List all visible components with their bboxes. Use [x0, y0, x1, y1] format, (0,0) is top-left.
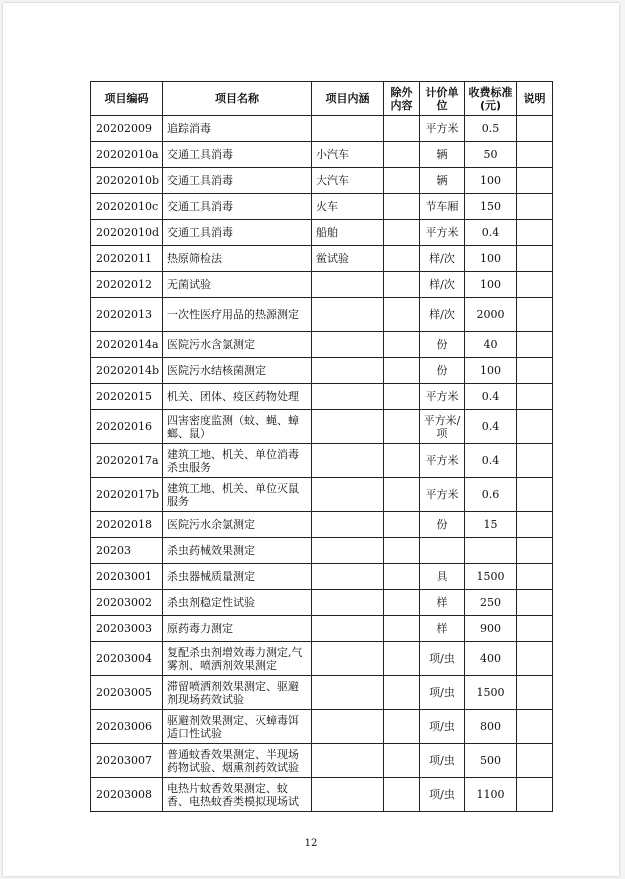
cell-exclude: [384, 246, 420, 272]
cell-unit: [420, 538, 465, 564]
cell-content: [312, 710, 384, 744]
header-unit: 计价单位: [420, 82, 465, 116]
table-row: [91, 778, 553, 812]
cell-code: 20202018: [91, 512, 163, 538]
table-row: [91, 116, 553, 142]
cell-unit: 份: [420, 358, 465, 384]
cell-name: 医院污水余氯测定: [163, 512, 312, 538]
header-name: 项目名称: [163, 82, 312, 116]
header-fee: 收费标准(元): [465, 82, 517, 116]
cell-code: 20202015: [91, 384, 163, 410]
cell-note: [517, 194, 553, 220]
table-row: [91, 710, 553, 744]
cell-exclude: [384, 564, 420, 590]
cell-name: 医院污水含氯测定: [163, 332, 312, 358]
cell-fee: 800: [465, 710, 517, 744]
cell-note: [517, 384, 553, 410]
table-row: [91, 272, 553, 298]
cell-note: [517, 616, 553, 642]
cell-name: 驱避剂效果测定、灭蟑毒饵适口性试验: [163, 710, 312, 744]
cell-code: 20203004: [91, 642, 163, 676]
cell-content: 火车: [312, 194, 384, 220]
cell-note: [517, 272, 553, 298]
cell-content: [312, 410, 384, 444]
cell-code: 20203003: [91, 616, 163, 642]
cell-code: 20202014b: [91, 358, 163, 384]
cell-content: [312, 116, 384, 142]
cell-name: 热原筛检法: [163, 246, 312, 272]
table-row: [91, 744, 553, 778]
cell-unit: 辆: [420, 168, 465, 194]
table-row: [91, 512, 553, 538]
cell-content: [312, 744, 384, 778]
header-code: 项目编码: [91, 82, 163, 116]
cell-note: [517, 564, 553, 590]
table-row: [91, 358, 553, 384]
cell-fee: 50: [465, 142, 517, 168]
cell-name: 滞留喷洒剂效果测定、驱避剂现场药效试验: [163, 676, 312, 710]
cell-content: [312, 478, 384, 512]
cell-note: [517, 710, 553, 744]
cell-fee: 100: [465, 246, 517, 272]
table-row: [91, 142, 553, 168]
cell-unit: 项/虫: [420, 676, 465, 710]
cell-exclude: [384, 676, 420, 710]
cell-exclude: [384, 616, 420, 642]
cell-fee: 0.4: [465, 384, 517, 410]
cell-content: 小汽车: [312, 142, 384, 168]
cell-exclude: [384, 220, 420, 246]
cell-fee: 0.4: [465, 410, 517, 444]
cell-unit: 份: [420, 512, 465, 538]
cell-unit: 具: [420, 564, 465, 590]
cell-code: 20202010d: [91, 220, 163, 246]
cell-exclude: [384, 384, 420, 410]
cell-unit: 平方米: [420, 220, 465, 246]
table-row: [91, 564, 553, 590]
cell-note: [517, 676, 553, 710]
cell-code: 20203002: [91, 590, 163, 616]
cell-unit: 样/次: [420, 246, 465, 272]
cell-name: 机关、团体、疫区药物处理: [163, 384, 312, 410]
cell-content: [312, 538, 384, 564]
cell-name: 建筑工地、机关、单位消毒杀虫服务: [163, 444, 312, 478]
cell-exclude: [384, 744, 420, 778]
cell-unit: 样/次: [420, 298, 465, 332]
cell-name: 追踪消毒: [163, 116, 312, 142]
cell-exclude: [384, 642, 420, 676]
cell-exclude: [384, 142, 420, 168]
header-exclude: 除外内容: [384, 82, 420, 116]
cell-code: 20203006: [91, 710, 163, 744]
cell-code: 20203001: [91, 564, 163, 590]
table-row: [91, 478, 553, 512]
table-row: [91, 194, 553, 220]
cell-exclude: [384, 410, 420, 444]
cell-exclude: [384, 272, 420, 298]
cell-content: [312, 384, 384, 410]
cell-code: 20202011: [91, 246, 163, 272]
table-row: [91, 220, 553, 246]
cell-fee: 100: [465, 358, 517, 384]
cell-fee: 0.6: [465, 478, 517, 512]
cell-name: 杀虫剂稳定性试验: [163, 590, 312, 616]
table-row: [91, 384, 553, 410]
cell-fee: 0.5: [465, 116, 517, 142]
cell-code: 20203005: [91, 676, 163, 710]
cell-unit: 样/次: [420, 272, 465, 298]
cell-unit: 平方米: [420, 478, 465, 512]
cell-name: 杀虫器械质量测定: [163, 564, 312, 590]
cell-unit: 项/虫: [420, 744, 465, 778]
cell-name: 建筑工地、机关、单位灭鼠服务: [163, 478, 312, 512]
cell-fee: 40: [465, 332, 517, 358]
cell-code: 20202012: [91, 272, 163, 298]
cell-fee: 400: [465, 642, 517, 676]
cell-fee: 0.4: [465, 220, 517, 246]
cell-note: [517, 332, 553, 358]
cell-note: [517, 142, 553, 168]
cell-note: [517, 744, 553, 778]
table-row: [91, 410, 553, 444]
cell-unit: 平方米: [420, 384, 465, 410]
cell-content: [312, 332, 384, 358]
cell-unit: 辆: [420, 142, 465, 168]
cell-fee: 250: [465, 590, 517, 616]
cell-unit: 样: [420, 590, 465, 616]
cell-fee: 500: [465, 744, 517, 778]
cell-name: 医院污水结核菌测定: [163, 358, 312, 384]
page-number: 12: [304, 838, 318, 849]
header-note: 说明: [517, 82, 553, 116]
cell-name: 一次性医疗用品的热源测定: [163, 298, 312, 332]
cell-exclude: [384, 332, 420, 358]
document-page: [3, 3, 619, 876]
cell-fee: 1500: [465, 564, 517, 590]
cell-content: [312, 444, 384, 478]
cell-name: 交通工具消毒: [163, 220, 312, 246]
cell-name: 交通工具消毒: [163, 168, 312, 194]
cell-exclude: [384, 194, 420, 220]
header-content: 项目内涵: [312, 82, 384, 116]
cell-unit: 项/虫: [420, 710, 465, 744]
cell-exclude: [384, 116, 420, 142]
cell-code: 20202016: [91, 410, 163, 444]
cell-exclude: [384, 358, 420, 384]
cell-note: [517, 358, 553, 384]
cell-code: 20202009: [91, 116, 163, 142]
cell-note: [517, 168, 553, 194]
cell-code: 20203: [91, 538, 163, 564]
cell-unit: 平方米/项: [420, 410, 465, 444]
cell-unit: 平方米: [420, 116, 465, 142]
cell-exclude: [384, 444, 420, 478]
cell-name: 复配杀虫剂增效毒力测定,气雾剂、喷洒剂效果测定: [163, 642, 312, 676]
cell-note: [517, 116, 553, 142]
cell-content: [312, 642, 384, 676]
table-row: [91, 168, 553, 194]
cell-content: [312, 358, 384, 384]
cell-exclude: [384, 778, 420, 812]
cell-code: 20203007: [91, 744, 163, 778]
cell-unit: 份: [420, 332, 465, 358]
cell-note: [517, 642, 553, 676]
cell-unit: 节车厢: [420, 194, 465, 220]
table-row: [91, 444, 553, 478]
cell-note: [517, 512, 553, 538]
cell-note: [517, 478, 553, 512]
table-row: [91, 332, 553, 358]
cell-fee: [465, 538, 517, 564]
table-body: [91, 116, 553, 812]
cell-exclude: [384, 590, 420, 616]
cell-fee: 0.4: [465, 444, 517, 478]
cell-unit: 样: [420, 616, 465, 642]
cell-fee: 15: [465, 512, 517, 538]
cell-note: [517, 778, 553, 812]
cell-name: 普通蚊香效果测定、半现场药物试验、烟熏剂药效试验: [163, 744, 312, 778]
cell-content: [312, 676, 384, 710]
cell-content: 船舶: [312, 220, 384, 246]
cell-note: [517, 538, 553, 564]
table-row: [91, 676, 553, 710]
cell-note: [517, 410, 553, 444]
cell-fee: 100: [465, 168, 517, 194]
fee-table: [90, 81, 553, 812]
cell-code: 20202013: [91, 298, 163, 332]
cell-name: 杀虫药械效果测定: [163, 538, 312, 564]
cell-fee: 1100: [465, 778, 517, 812]
table-row: [91, 246, 553, 272]
cell-content: [312, 298, 384, 332]
cell-content: [312, 778, 384, 812]
cell-fee: 1500: [465, 676, 517, 710]
cell-note: [517, 298, 553, 332]
cell-note: [517, 220, 553, 246]
cell-fee: 2000: [465, 298, 517, 332]
cell-content: [312, 564, 384, 590]
cell-fee: 100: [465, 272, 517, 298]
cell-name: 交通工具消毒: [163, 194, 312, 220]
cell-code: 20202014a: [91, 332, 163, 358]
cell-fee: 900: [465, 616, 517, 642]
cell-content: [312, 590, 384, 616]
cell-note: [517, 246, 553, 272]
cell-code: 20202010a: [91, 142, 163, 168]
table-header-row: [91, 82, 553, 116]
cell-content: 鲎试验: [312, 246, 384, 272]
cell-exclude: [384, 168, 420, 194]
cell-code: 20203008: [91, 778, 163, 812]
cell-unit: 项/虫: [420, 778, 465, 812]
cell-note: [517, 444, 553, 478]
cell-name: 无菌试验: [163, 272, 312, 298]
cell-exclude: [384, 710, 420, 744]
cell-unit: 项/虫: [420, 642, 465, 676]
table-row: [91, 616, 553, 642]
cell-exclude: [384, 478, 420, 512]
cell-name: 原药毒力测定: [163, 616, 312, 642]
cell-name: 交通工具消毒: [163, 142, 312, 168]
table-row: [91, 642, 553, 676]
cell-content: [312, 512, 384, 538]
cell-exclude: [384, 512, 420, 538]
cell-note: [517, 590, 553, 616]
cell-code: 20202017b: [91, 478, 163, 512]
cell-content: [312, 616, 384, 642]
cell-content: [312, 272, 384, 298]
cell-unit: 平方米: [420, 444, 465, 478]
cell-code: 20202017a: [91, 444, 163, 478]
cell-code: 20202010c: [91, 194, 163, 220]
cell-exclude: [384, 298, 420, 332]
table-row: [91, 590, 553, 616]
cell-exclude: [384, 538, 420, 564]
cell-fee: 150: [465, 194, 517, 220]
cell-name: 四害密度监测（蚊、蝇、蟑螂、鼠）: [163, 410, 312, 444]
cell-content: 大汽车: [312, 168, 384, 194]
table-row: [91, 298, 553, 332]
cell-name: 电热片蚊香效果测定、蚊香、电热蚊香类模拟现场试: [163, 778, 312, 812]
cell-code: 20202010b: [91, 168, 163, 194]
table-row: [91, 538, 553, 564]
